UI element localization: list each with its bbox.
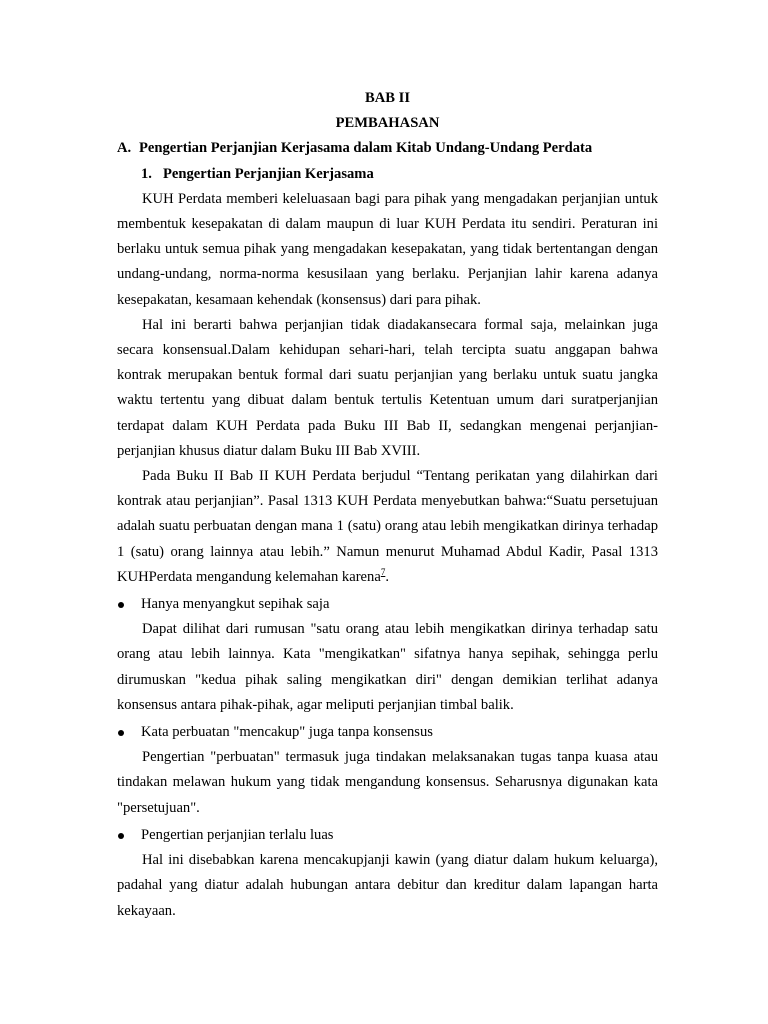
bullet-point-1 (117, 592, 658, 617)
subsection-1-title: Pengertian Perjanjian Kerjasama (163, 165, 374, 182)
paragraph-1: KUH Perdata memberi keleluasaan bagi para pihak yang mengadakan perjanjian untuk membentuk kesepakatan di dalam maupun di luar KUH Perdata itu sendiri. Peraturan ini berlaku untuk semua pihak yang mengadakan kesepakatan, yang tidak bertentangan dengan undang-undang, norma-norma kesusilaan yang berlaku. Perjanjian lahir karena adanya kesepakatan, kesamaan kehendak (konsensus) dari para pihak. (117, 190, 658, 308)
bullet-point-2-text: Pengertian "perbuatan" termasuk juga tindakan melaksanakan tugas tanpa kuasa atau tindakan melawan hukum yang tidak mengandung konsensus. Seharusnya digunakan kata "persetujuan". (117, 749, 658, 816)
section-a-number: A. (117, 140, 132, 157)
paragraph-3-end: . (385, 568, 389, 585)
bullet-point-3 (117, 823, 658, 848)
bullet-point-1-label: Hanya menyangkut sepihak saja (141, 596, 330, 613)
subsection-1-number: 1. (141, 165, 152, 182)
bullet-point-3-label: Pengertian perjanjian terlalu luas (141, 826, 334, 843)
chapter-heading: BAB II (364, 90, 410, 106)
paragraph-3 (117, 464, 658, 590)
section-a-title: Pengertian Perjanjian Kerjasama dalam Kitab Undang-Undang Perdata (139, 140, 593, 157)
paragraph-2: Hal ini berarti bahwa perjanjian tidak diadakansecara formal saja, melainkan juga secara konsensual.Dalam kehidupan sehari-hari, telah tercipta suatu anggapan bahwa kontrak merupakan bentuk formal dari suatu perjanjian yang berlaku untuk suatu jangka waktu tertentu yang dibuat dalam bentuk tertulis Ketentuan umum dari suratperjanjian terdapat dalam KUH Perdata pada Buku III Bab II, sedangkan mengenai perjanjian-perjanjian khusus diatur dalam Buku III Bab XVIII. (117, 316, 658, 459)
bullet-point-3-text: Hal ini disebabkan karena mencakupjanji kawin (yang diatur dalam hukum keluarga), padahal yang diatur adalah hubungan antara debitur dan kreditur dalam lapangan harta kekayaan. (117, 852, 658, 919)
bullet-point-2-label: Kata perbuatan "mencakup" juga tanpa konsensus (141, 724, 433, 741)
bullet-point-1-text: Dapat dilihat dari rumusan "satu orang atau lebih mengikatkan dirinya terhadap satu orang atau lebih lainnya. Kata "mengikatkan" sifatnya hanya sepihak, sehingga perlu dirumuskan "kedua pihak saling mengikatkan diri" dengan demikian terlihat adanya konsensus antara pihak-pihak, agar meliputi perjanjian timbal balik. (117, 621, 658, 713)
paragraph-3-text: Pada Buku II Bab II KUH Perdata berjudul “Tentang perikatan yang dilahirkan dari kontrak atau perjanjian”. Pasal 1313 KUH Perdata menyebutkan bahwa:“Suatu persetujuan adalah suatu perbuatan dengan mana 1 (satu) orang atau lebih mengikatkan dirinya terhadap 1 (satu) orang lainnya atau lebih.” Namun menurut Muhamad Abdul Kadir, Pasal 1313 KUHPerdata mengandung kelemahan karena (117, 468, 658, 585)
document-page (117, 86, 658, 924)
page-title: PEMBAHASAN (335, 115, 440, 132)
subsection-1-heading (117, 162, 658, 187)
bullet-point-2 (117, 720, 658, 745)
footnote-reference[interactable]: 7 (380, 567, 386, 577)
section-a-heading (117, 136, 658, 161)
